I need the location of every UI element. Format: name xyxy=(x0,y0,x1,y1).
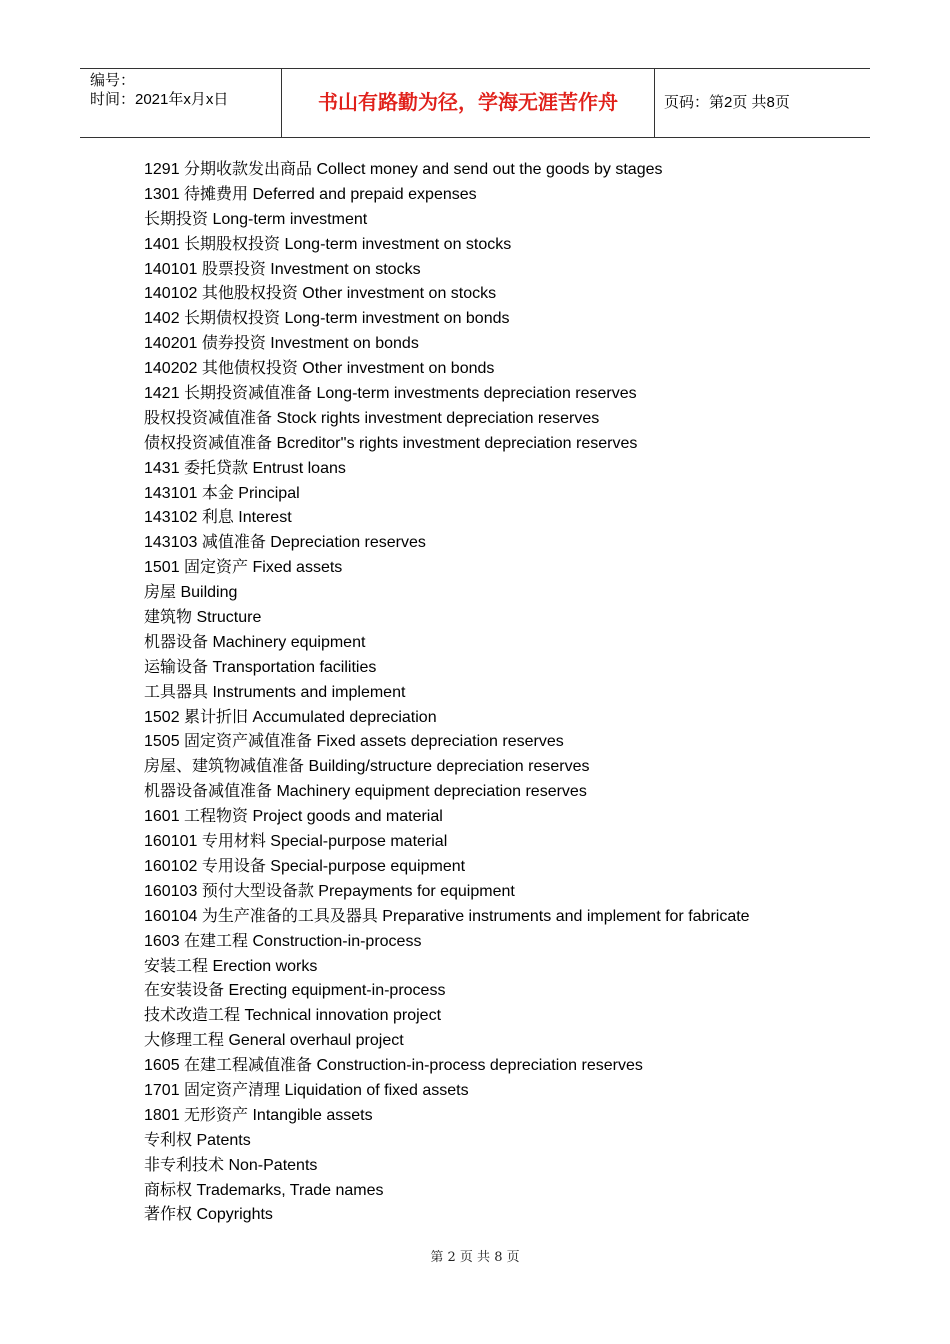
account-entry: 运输设备 Transportation facilities xyxy=(144,658,377,676)
account-entry: 160102 专用设备 Special-purpose equipment xyxy=(144,857,466,875)
account-entry: 机器设备 Machinery equipment xyxy=(144,633,366,651)
page-header xyxy=(80,68,870,138)
account-entry: 非专利技术 Non-Patents xyxy=(144,1156,318,1174)
account-entry: 160104 为生产准备的工具及器具 Preparative instruments and implement for fabricate xyxy=(144,907,750,925)
account-entry: 工具器具 Instruments and implement xyxy=(144,683,406,701)
account-entry: 143101 本金 Principal xyxy=(144,484,300,502)
account-entry: 1505 固定资产减值准备 Fixed assets depreciation reserves xyxy=(144,733,564,751)
account-entry: 1605 在建工程减值准备 Construction-in-process depreciation reserves xyxy=(144,1057,643,1075)
account-entry: 143102 利息 Interest xyxy=(144,509,292,527)
account-entry: 1501 固定资产 Fixed assets xyxy=(144,559,343,577)
header-motto: 书山有路勤为径，学海无涯苦作舟 xyxy=(318,92,618,114)
account-entry: 长期投资 Long-term investment xyxy=(144,210,368,228)
account-entry: 建筑物 Structure xyxy=(144,609,262,627)
account-entry: 安装工程 Erection works xyxy=(144,957,318,975)
header-meta-cell xyxy=(80,69,282,137)
account-entry: 160101 专用材料 Special-purpose material xyxy=(144,833,448,851)
header-motto-cell xyxy=(282,69,655,137)
account-entry: 1301 待摊费用 Deferred and prepaid expenses xyxy=(144,185,477,203)
account-entry: 房屋 Building xyxy=(144,584,238,602)
account-entry: 股权投资减值准备 Stock rights investment depreciation reserves xyxy=(144,409,600,427)
header-page-cell xyxy=(655,69,870,137)
account-entry: 大修理工程 General overhaul project xyxy=(144,1032,404,1050)
account-entry: 140202 其他债权投资 Other investment on bonds xyxy=(144,360,495,378)
account-entry: 在安装设备 Erecting equipment-in-process xyxy=(144,982,446,1000)
account-entry: 1502 累计折旧 Accumulated depreciation xyxy=(144,708,437,726)
account-entry: 1431 委托贷款 Entrust loans xyxy=(144,459,346,477)
account-entry: 1701 固定资产清理 Liquidation of fixed assets xyxy=(144,1081,469,1099)
account-entry: 专利权 Patents xyxy=(144,1131,251,1149)
header-page-info: 页码：第2页 共8页 xyxy=(664,94,790,111)
account-entry: 房屋、建筑物减值准备 Building/structure depreciation reserves xyxy=(144,758,590,776)
account-entry: 140101 股票投资 Investment on stocks xyxy=(144,260,421,278)
account-entry: 1603 在建工程 Construction-in-process xyxy=(144,932,422,950)
account-entry: 140102 其他股权投资 Other investment on stocks xyxy=(144,285,497,303)
account-entry: 商标权 Trademarks, Trade names xyxy=(144,1181,384,1199)
account-entry-list xyxy=(144,158,750,1228)
document-date-label: 时间：2021年x月x日 xyxy=(90,91,229,108)
document-number-label: 编号： xyxy=(90,72,136,89)
account-entry: 140201 债券投资 Investment on bonds xyxy=(144,335,419,353)
account-entry: 机器设备减值准备 Machinery equipment depreciation reserves xyxy=(144,783,587,801)
account-entry: 1291 分期收款发出商品 Collect money and send out the goods by stages xyxy=(144,161,663,178)
account-entry: 著作权 Copyrights xyxy=(144,1206,273,1224)
account-entry: 1801 无形资产 Intangible assets xyxy=(144,1106,373,1124)
account-entry: 1402 长期债权投资 Long-term investment on bonds xyxy=(144,310,510,328)
account-entry: 债权投资减值准备 Bcreditor''s rights investment depreciation reserves xyxy=(144,434,638,452)
account-entry: 1401 长期股权投资 Long-term investment on stocks xyxy=(144,235,512,253)
account-entry: 技术改造工程 Technical innovation project xyxy=(144,1007,442,1025)
page-footer: 第 2 页 共 8 页 xyxy=(430,1250,520,1265)
account-entry: 1421 长期投资减值准备 Long-term investments depreciation reserves xyxy=(144,385,637,403)
account-entry: 143103 减值准备 Depreciation reserves xyxy=(144,534,426,552)
account-entry: 1601 工程物资 Project goods and material xyxy=(144,808,443,826)
account-entry: 160103 预付大型设备款 Prepayments for equipment xyxy=(144,882,515,900)
